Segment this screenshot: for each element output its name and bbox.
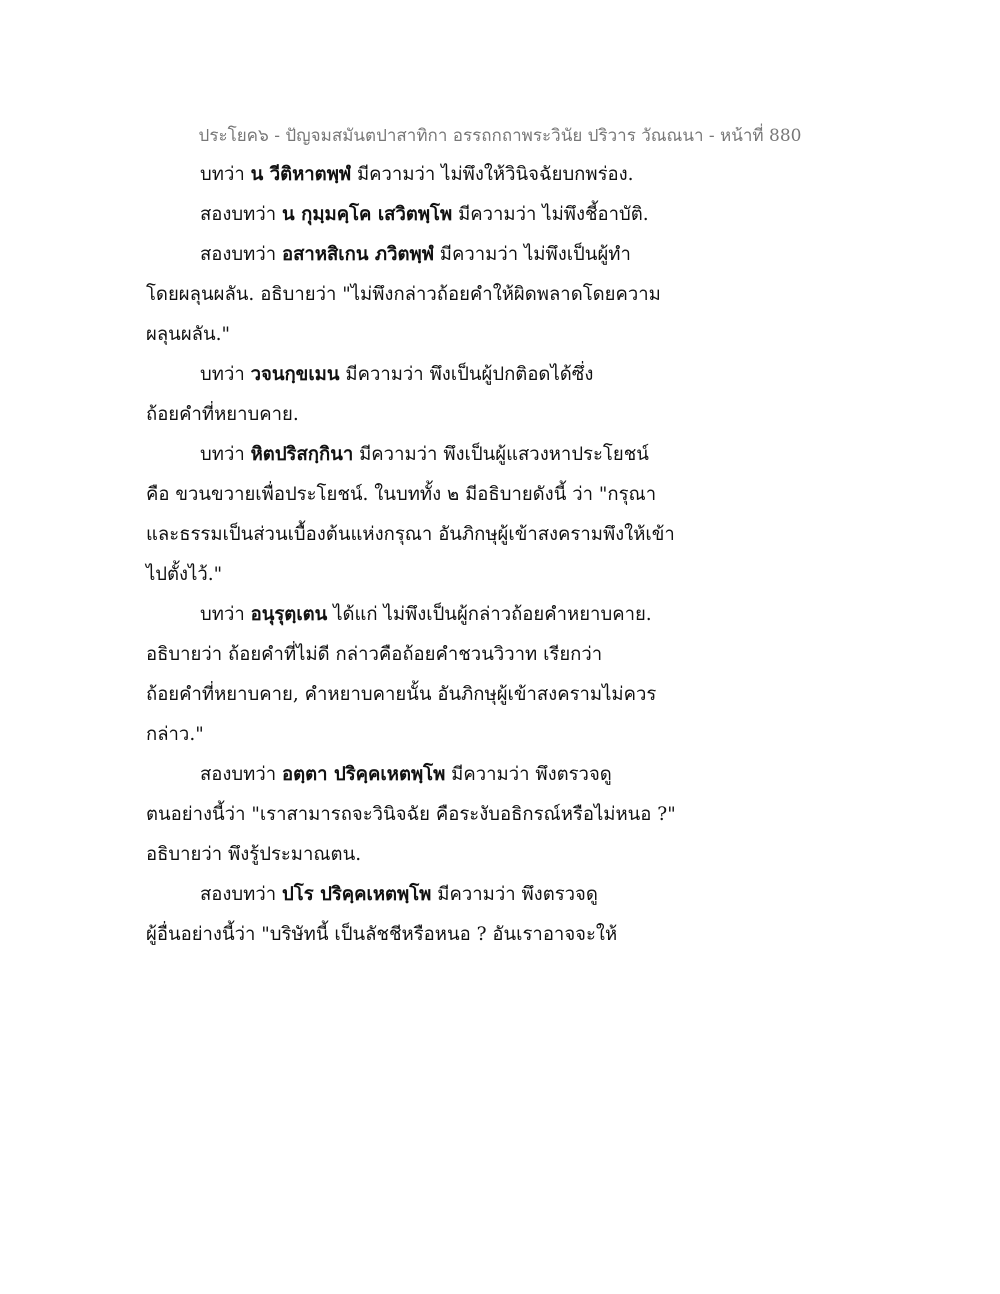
- text-line: บทว่า วจนกฺขเมน มีความว่า พึงเป็นผู้ปกติอดได้ซึ่ง: [200, 364, 594, 385]
- text-line: บทว่า อนุรุตฺเตน ได้แก่ ไม่พึงเป็นผู้กล่าวถ้อยคำหยาบคาย.: [200, 604, 652, 625]
- text-line: ถ้อยคำที่หยาบคาย, คำหยาบคายนั้น อันภิกษุผู้เข้าสงครามไม่ควร: [146, 684, 657, 705]
- text-line: ผู้อื่นอย่างนี้ว่า "บริษัทนี้ เป็นลัชชีหรือหนอ ? อันเราอาจจะให้: [146, 924, 618, 945]
- text-line: สองบทว่า น กุมฺมคฺโค เสวิตพฺโพ มีความว่า ไม่พึงชี้อาบัติ.: [200, 204, 649, 225]
- text-line: คือ ขวนขวายเพื่อประโยชน์. ในบททั้ง ๒ มีอธิบายดังนี้ ว่า "กรุณา: [146, 484, 657, 505]
- text-line: บทว่า น วีติหาตพฺพํ มีความว่า ไม่พึงให้วินิจฉัยบกพร่อง.: [200, 164, 634, 185]
- text-line: ถ้อยคำที่หยาบคาย.: [146, 404, 299, 425]
- text-line: สองบทว่า ปโร ปริคฺคเหตพฺโพ มีความว่า พึงตรวจดู: [200, 884, 598, 905]
- text-line: สองบทว่า อตฺตา ปริคฺคเหตพฺโพ มีความว่า พึงตรวจดู: [200, 764, 612, 785]
- text-line: ผลุนผลัน.": [146, 324, 231, 345]
- text-line: โดยผลุนผลัน. อธิบายว่า "ไม่พึงกล่าวถ้อยคำให้ผิดพลาดโดยความ: [146, 284, 661, 305]
- text-line: ไปตั้งไว้.": [146, 564, 223, 585]
- text-line: บทว่า หิตปริสกฺกินา มีความว่า พึงเป็นผู้แสวงหาประโยชน์: [200, 444, 649, 465]
- running-header: ประโยค๖ - ปัญจมสมันตปาสาทิกา อรรถกถาพระวินัย ปริวาร วัณณนา - หน้าที่ 880: [198, 126, 802, 146]
- text-line: อธิบายว่า ถ้อยคำที่ไม่ดี กล่าวคือถ้อยคำชวนวิวาท เรียกว่า: [146, 644, 603, 665]
- text-line: สองบทว่า อสาหสิเกน ภวิตพฺพํ มีความว่า ไม่พึงเป็นผู้ทำ: [200, 244, 631, 265]
- text-line: อธิบายว่า พึงรู้ประมาณตน.: [146, 844, 362, 865]
- text-line: กล่าว.": [146, 724, 204, 745]
- body-text: [146, 155, 746, 955]
- text-line: ตนอย่างนี้ว่า "เราสามารถจะวินิจฉัย คือระงับอธิกรณ์หรือไม่หนอ ?": [146, 804, 676, 825]
- text-line: และธรรมเป็นส่วนเบื้องต้นแห่งกรุณา อันภิกษุผู้เข้าสงครามพึงให้เข้า: [146, 524, 675, 545]
